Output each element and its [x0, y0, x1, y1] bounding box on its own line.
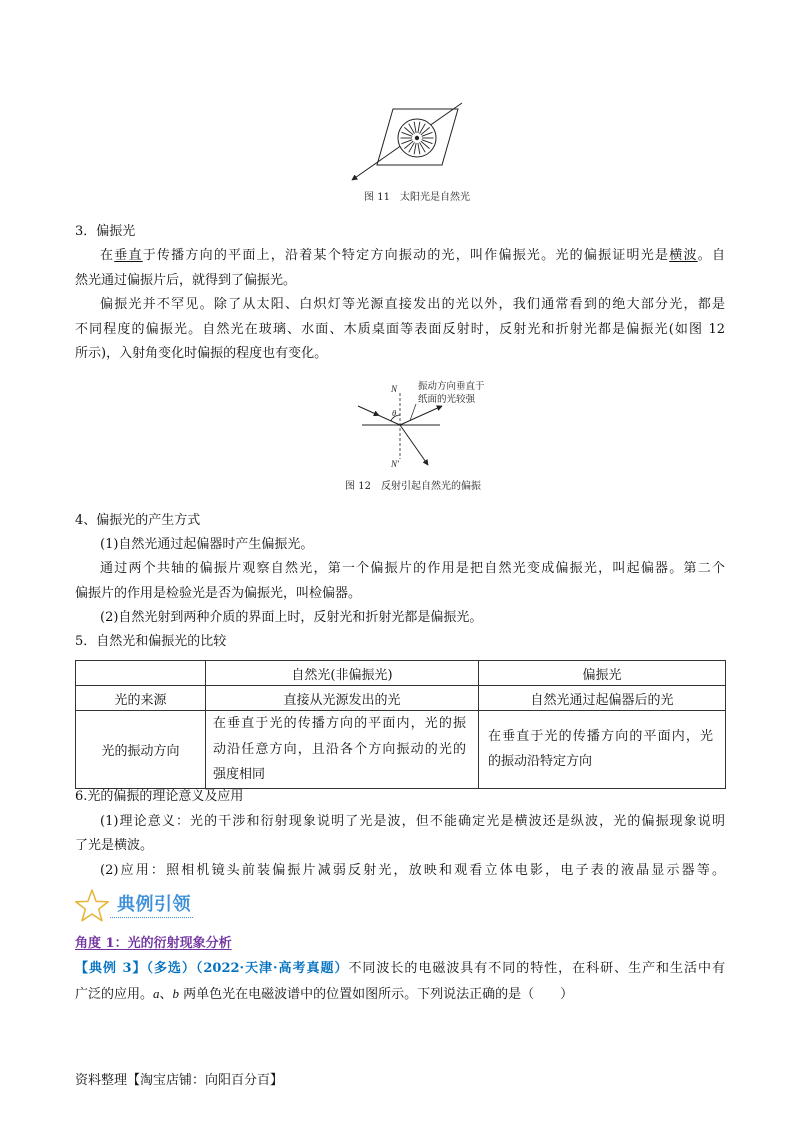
paragraph-line: 所示)，入射角变化时偏振的程度也有变化。 — [75, 345, 328, 361]
table-cell: 自然光通过起偏器后的光 — [479, 686, 726, 711]
figure-11-caption: 图 11 太阳光是自然光 — [364, 192, 470, 203]
angle-heading-line — [75, 931, 725, 956]
angle-heading: 角度 1：光的衍射现象分析 — [75, 936, 232, 951]
paragraph-line: (1)理论意义：光的干涉和衍射现象说明了光是波，但不能确定光是横波还是纵波，光的偏振现象说明 — [100, 813, 725, 829]
table-row — [76, 686, 726, 711]
cell-line: 的振动沿特定方向 — [488, 754, 593, 770]
section-4-heading: 4、偏振光的产生方式 — [75, 513, 201, 528]
section-3-polarized-light — [75, 220, 725, 366]
list-item: (2)自然光射到两种介质的界面上时，反射光和折射光都是偏振光。 — [100, 609, 483, 625]
normal-label-top: N — [391, 384, 398, 394]
example-tag: 【典例 3】（多选）（2022·天津·高考真题） — [75, 961, 349, 976]
text-segment: 。自 — [697, 248, 725, 264]
table-header-natural: 自然光(非偏振光) — [206, 661, 479, 686]
reflected-ray — [400, 406, 442, 425]
table-row — [76, 711, 726, 789]
text-segment: 不同波长的电磁波具有不同的特性，在科研、生产和生活中有 — [348, 961, 725, 976]
variable-a: a — [153, 986, 160, 1001]
banner-title: 典例引领 — [117, 894, 191, 915]
refracted-ray — [400, 425, 428, 465]
section-5-heading: 5．自然光和偏振光的比较 — [75, 633, 227, 649]
definition-line-1 — [75, 244, 725, 268]
underlined-term-vertical: 垂直 — [114, 248, 143, 264]
text-segment: 于传播方向的平面上，沿着某个特定方向振动的光，叫作偏振光。光的偏振证明光是 — [142, 248, 670, 264]
practice-example — [75, 931, 725, 1006]
note-label-line-2: 纸面的光较强 — [418, 395, 476, 405]
text-segment: 在 — [100, 248, 115, 264]
circle-center-dot — [415, 136, 419, 140]
paragraph-line: 不同程度的偏振光。自然光在玻璃、水面、木质桌面等表面反射时，反射光和折射光都是偏振光(如图 12 — [75, 321, 725, 337]
figure-12-caption: 图 12 反射引起自然光的偏振 — [345, 481, 481, 492]
page-footer: 资料整理【淘宝店铺：向阳百分百】 — [75, 1073, 284, 1088]
table-corner-cell — [76, 661, 206, 686]
figure-12-reflection-polarization-diagram — [350, 375, 500, 470]
comparison-table — [75, 660, 726, 789]
cell-line: 在垂直于光的传播方向的平面内，光的振 — [213, 716, 466, 731]
angle-label: θ — [392, 408, 397, 418]
table-header-polarized: 偏振光 — [479, 661, 726, 686]
paragraph-line: 通过两个共轴的偏振片观察自然光，第一个偏振片的作用是把自然光变成偏振光，叫起偏器。第二个 — [100, 561, 725, 577]
section-6-heading: 6.光的偏振的理论意义及应用 — [75, 789, 244, 804]
paragraph-line: 偏振光并不罕见。除了从太阳、白炽灯等光源直接发出的光以外，我们通常看到的绝大部分光，都是 — [100, 297, 725, 313]
section-3-heading: 3．偏振光 — [75, 224, 136, 239]
paragraph-line: (2)应用：照相机镜头前装偏振片减弱反射光，放映和观看立体电影，电子表的液晶显示器等。 — [100, 862, 725, 878]
table-cell: 直接从光源发出的光 — [206, 686, 479, 711]
example-line-1 — [75, 956, 725, 981]
cell-line: 强度相同 — [213, 767, 266, 782]
paragraph-line: 偏振片的作用是检验光是否为偏振光，叫检偏器。 — [75, 585, 362, 601]
table-header-row — [76, 661, 726, 686]
table-row-label: 光的来源 — [76, 686, 206, 711]
text-segment: 、 — [159, 987, 173, 1002]
text-segment: 两单色光在电磁波谱中的位置如图所示。下列说法正确的是（ ） — [179, 987, 574, 1002]
figure-11-natural-light-diagram — [340, 95, 480, 190]
section-4-generation-methods — [75, 509, 725, 654]
table-row-label: 光的振动方向 — [76, 711, 206, 789]
note-label-line-1: 振动方向垂直于 — [418, 382, 485, 392]
table-cell — [479, 711, 726, 789]
normal-label-bottom: N′ — [391, 459, 399, 469]
star-icon — [74, 886, 110, 926]
table-cell — [206, 711, 479, 789]
variable-b: b — [172, 986, 180, 1001]
example-line-2 — [75, 981, 725, 1006]
section-6-significance-and-applications — [75, 785, 725, 883]
definition-line-2: 然光通过偏振片后，就得到了偏振光。 — [75, 272, 297, 288]
list-item: (1)自然光通过起偏器时产生偏振光。 — [100, 537, 314, 553]
text-segment: 广泛的应用。 — [75, 987, 154, 1002]
cell-line: 在垂直于光的传播方向的平面内，光 — [488, 728, 713, 744]
cell-line: 动沿任意方向，且沿各个方向振动的光的 — [213, 741, 466, 757]
underlined-term-transverse-wave: 横波 — [669, 248, 698, 264]
banner-dotted-underline — [110, 917, 193, 918]
paragraph-line: 了光是横波。 — [75, 838, 154, 854]
